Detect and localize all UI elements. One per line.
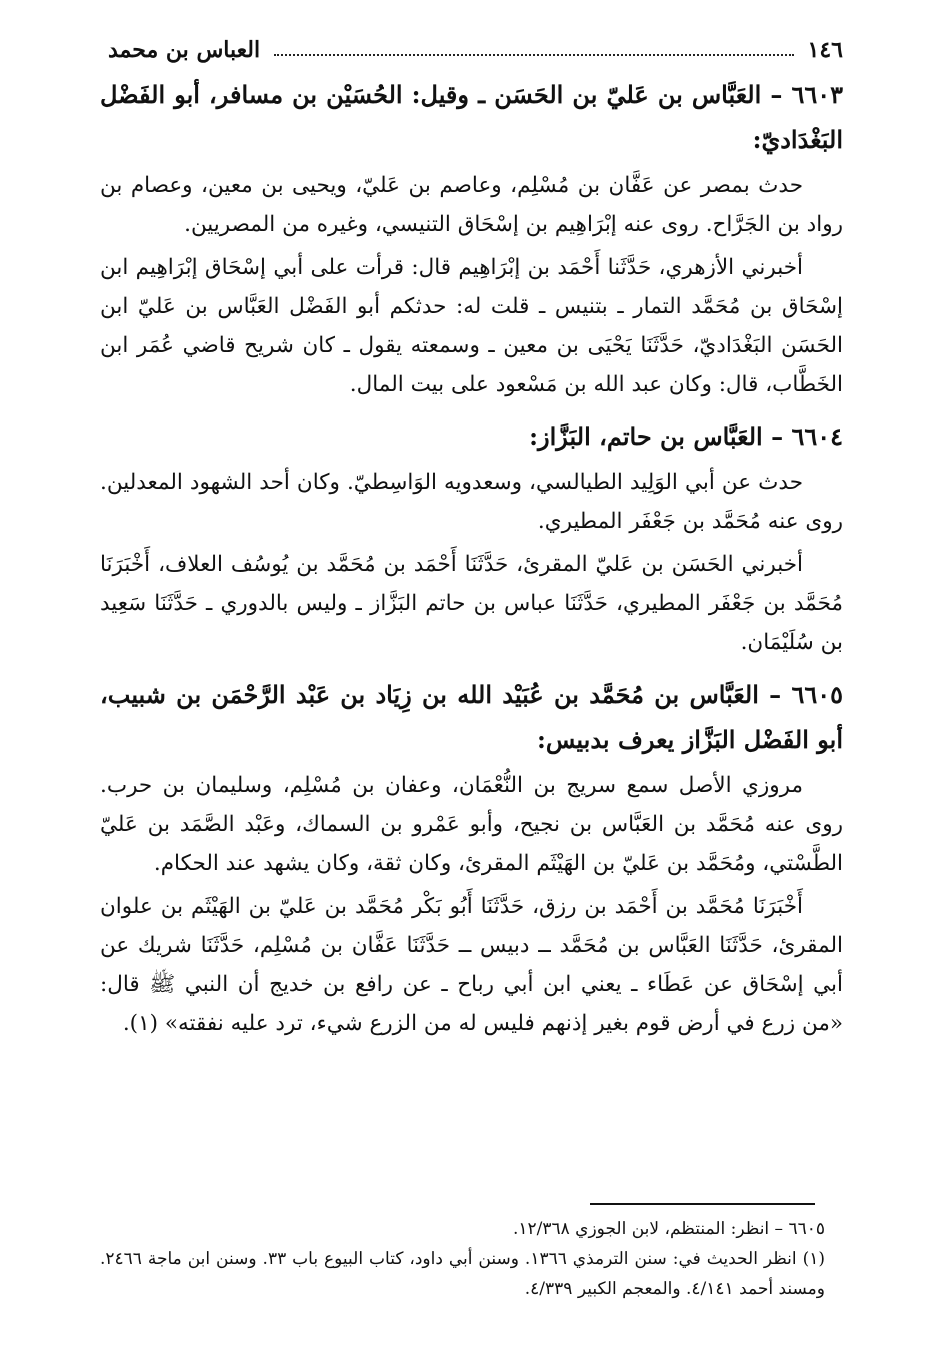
- entry-title: ٦٦٠٥ – العَبَّاس بن مُحَمَّد بن عُبَيْد الله بن زِيَاد بن عَبْد الرَّحْمَن بن شبيب، أبو الفَضْل البَزَّاز يعرف بدبيس:: [100, 680, 843, 754]
- footnote: (١) انظر الحديث في: سنن الترمذي ١٣٦٦. وسنن أبي داود، كتاب البيوع باب ٣٣. وسنن ابن ماجة ٢٤٦٦. ومسند أحمد ٤/١٤١. والمعجم الكبير ٤/٣٣٩.: [100, 1249, 825, 1299]
- header-dotted-leader: [274, 44, 793, 56]
- entry-title: ٦٦٠٤ – العَبَّاس بن حاتم، البَزَّاز:: [529, 422, 843, 451]
- entry-paragraph: أخبرني الحَسَن بن عَليّ المقرئ، حَدَّثَنَا أَحْمَد بن مُحَمَّد بن يُوسُف العلاف، أَخْبَرَنَا مُحَمَّد بن جَعْفَر المطيري، حَدَّثَنَا عباس بن حاتم البَزَّاز ـ وليس بالدوري ـ حَدَّثَنَا سَعِيد بن سُلَيْمَان.: [100, 552, 843, 655]
- entry-paragraph: أَخْبَرَنَا مُحَمَّد بن أَحْمَد بن رزق، حَدَّثَنَا أَبُو بَكْر مُحَمَّد بن عَليّ بن الهَيْثَم بن علوان المقرئ، حَدَّثَنَا العَبَّاس بن مُحَمَّد ــ دبيس ــ حَدَّثَنَا عَفَّان بن مُسْلِم، حَدَّثَنَا شريك عن أبي إسْحَاق عن عَطَاء ـ يعني ابن أبي رباح ـ عن رافع بن خديج أن النبي ﷺ قال: «من زرع في أرض قوم بغير إذنهم فليس له من الزرع شيء، ترد عليه نفقته» (١).: [100, 894, 843, 1036]
- entry-paragraph: مروزي الأصل سمع سريج بن النُّعْمَان، وعفان بن مُسْلِم، وسليمان بن حرب. روى عنه مُحَمَّد بن العَبَّاس بن نجيح، وأبو عَمْرو بن السماك، وعَبْد الصَّمَد بن عَليّ الطَّسْتي، ومُحَمَّد بن عَليّ بن الهَيْثَم المقرئ، وكان ثقة، وكان يشهد عند الحكام.: [100, 773, 843, 876]
- running-title: العباس بن محمد: [108, 37, 261, 63]
- footnote-divider: [590, 1203, 815, 1205]
- footnotes: [100, 1214, 825, 1304]
- running-header: [108, 30, 843, 70]
- entry-title: ٦٦٠٣ – العَبَّاس بن عَليّ بن الحَسَن ـ وقيل: الحُسَيْن بن مسافر، أبو الفَضْل البَغْدَاديّ:: [100, 80, 843, 154]
- footnote: ٦٦٠٥ – انظر: المنتظم، لابن الجوزي ١٢/٣٦٨.: [512, 1219, 825, 1239]
- page-number: ١٤٦: [807, 37, 843, 63]
- entry-paragraph: حدث بمصر عن عَفَّان بن مُسْلِم، وعاصم بن عَليّ، ويحيى بن معين، وعصام بن رواد بن الجَرَّاح. روى عنه إبْرَاهِيم بن إسْحَاق التنيسي، وغيره من المصريين.: [100, 173, 843, 237]
- entry-paragraph: حدث عن أبي الوَلِيد الطيالسي، وسعدويه الوَاسِطيّ. وكان أحد الشهود المعدلين. روى عنه مُحَمَّد بن جَعْفَر المطيري.: [100, 470, 843, 534]
- entry-paragraph: أخبرني الأزهري، حَدَّثَنا أَحْمَد بن إبْرَاهِيم قال: قرأت على أبي إسْحَاق إبْرَاهِيم ابن إسْحَاق بن مُحَمَّد التمار ـ بتنيس ـ قلت له: حدثكم أبو الفَضْل العَبَّاس بن عَليّ ابن الحَسَن البَغْدَاديّ، حَدَّثَنَا يَحْيَى بن معين ـ وسمعته يقول ـ كان شريح قاضي عُمَر ابن الخَطَّاب، قال: وكان عبد الله بن مَسْعود على بيت المال.: [100, 255, 843, 397]
- main-text: [100, 72, 843, 1043]
